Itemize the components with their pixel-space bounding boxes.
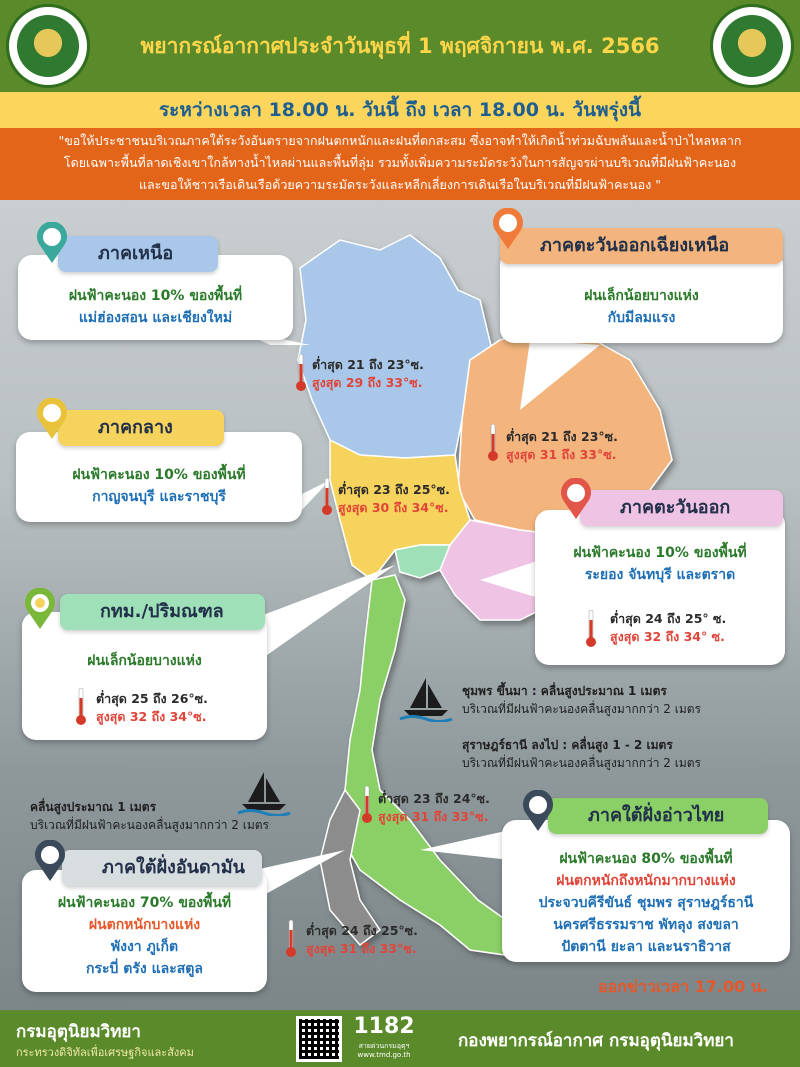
bangkok-temps xyxy=(96,690,208,726)
central-low-temp: ต่ำสุด 23 ถึง 25°ซ. xyxy=(338,482,450,497)
hotline-caption xyxy=(352,1042,416,1060)
north-low-temp: ต่ำสุด 21 ถึง 23°ซ. xyxy=(312,357,424,372)
north-condition: ฝนฟ้าคะนอง 10% ของพื้นที่ xyxy=(68,288,243,304)
andaman-temps xyxy=(306,922,418,958)
bangkok-low-temp: ต่ำสุด 25 ถึง 26°ซ. xyxy=(96,691,208,706)
northeast-condition: ฝนเล็กน้อยบางแห่ง xyxy=(584,288,699,304)
east-condition: ฝนฟ้าคะนอง 10% ของพื้นที่ xyxy=(573,545,747,561)
east-temps xyxy=(610,610,726,646)
northeast-high-temp: สูงสุด 31 ถึง 33°ซ. xyxy=(506,447,617,462)
gulf-north-sea xyxy=(462,682,701,718)
gulf-north-sea-detail: บริเวณที่มีฝนฟ้าคะนองคลื่นสูงมากกว่า 2 เมตร xyxy=(462,702,702,716)
south-gulf-title: ภาคใต้ฝั่งอ่าวไทย xyxy=(548,798,768,834)
hotline-number: 1182 xyxy=(353,1014,415,1039)
central-pin-icon xyxy=(34,398,70,440)
andaman-card xyxy=(22,870,267,992)
south-gulf-pin-icon xyxy=(520,790,556,832)
warning-line-2: โดยเฉพาะพื้นที่ลาดเชิงเขาใกล้ทางน้ำไหลผ่านและพื้นที่ลุ่ม รวมทั้งเพิ่มความระมัดระวังในการสัญจรผ่านบริเวณที่มีฝนฟ้าคะนอง xyxy=(63,155,737,170)
bangkok-condition: ฝนเล็กน้อยบางแห่ง xyxy=(87,653,202,669)
south-gulf-card xyxy=(502,820,790,962)
gulf-boat-icon xyxy=(398,676,454,722)
bangkok-pin-icon xyxy=(22,588,58,630)
ministry-logo xyxy=(6,4,90,88)
north-pin-icon xyxy=(34,222,70,264)
warning-line-1: "ขอให้ประชาชนบริเวณภาคใต้ระวังอันตรายจากฝนตกหนักและฝนที่ตกสะสม ซึ่งอาจทำให้เกิดน้ำท่วมฉับพลันและน้ำป่าไหลหลาก xyxy=(58,133,742,148)
east-thermometer-icon xyxy=(586,610,596,648)
northeast-pin-icon xyxy=(490,208,526,250)
forecast-period: ระหว่างเวลา 18.00 น. วันนี้ ถึง เวลา 18.00 น. วันพรุ่งนี้ xyxy=(0,92,800,128)
hotline-sub: สายด่วนกรมอุตุฯ xyxy=(358,1042,410,1050)
south-gulf-areas-3: ปัตตานี ยะลา และนราธิวาส xyxy=(561,939,731,955)
south-gulf-areas-2: นครศรีธรรมราช พัทลุง สงขลา xyxy=(553,917,739,933)
gulf-south-sea-title: สุราษฎร์ธานี ลงไป : คลื่นสูง 1 - 2 เมตร xyxy=(462,738,673,752)
north-thermometer-icon xyxy=(296,354,306,392)
footer-bar xyxy=(0,1010,800,1067)
northeast-temps xyxy=(506,428,618,464)
footer-division: กองพยากรณ์อากาศ กรมอุตุนิยมวิทยา xyxy=(458,1031,734,1051)
bangkok-high-temp: สูงสุด 32 ถึง 34°ซ. xyxy=(96,709,207,724)
qr-code-icon[interactable] xyxy=(296,1016,342,1062)
gulf-north-sea-title: ชุมพร ขึ้นมา : คลื่นสูงประมาณ 1 เมตร xyxy=(462,684,667,698)
website-link[interactable]: www.tmd.go.th xyxy=(357,1051,411,1059)
north-high-temp: สูงสุด 29 ถึง 33°ซ. xyxy=(312,375,423,390)
central-condition: ฝนฟ้าคะนอง 10% ของพื้นที่ xyxy=(72,467,246,483)
andaman-areas-1: พังงา ภูเก็ต xyxy=(110,939,179,955)
tmd-logo xyxy=(710,4,794,88)
south-gulf-low-temp: ต่ำสุด 23 ถึง 24°ซ. xyxy=(378,791,490,806)
andaman-high-temp: สูงสุด 31 ถึง 33°ซ. xyxy=(306,941,417,956)
east-low-temp: ต่ำสุด 24 ถึง 25° ซ. xyxy=(610,611,727,626)
warning-line-3: และขอให้ชาวเรือเดินเรือด้วยความระมัดระวังและหลีกเลี่ยงการเดินเรือในบริเวณที่มีฝนฟ้าคะนอง " xyxy=(138,177,662,192)
south-gulf-heavy: ฝนตกหนักถึงหนักมากบางแห่ง xyxy=(556,873,736,889)
south-gulf-temps xyxy=(378,790,490,826)
north-temps xyxy=(312,356,424,392)
central-title: ภาคกลาง xyxy=(58,410,224,446)
east-pin-icon xyxy=(558,478,594,520)
andaman-condition: ฝนฟ้าคะนอง 70% ของพื้นที่ xyxy=(57,895,232,911)
northeast-low-temp: ต่ำสุด 21 ถึง 23°ซ. xyxy=(506,429,618,444)
footer-org: กรมอุตุนิยมวิทยา xyxy=(16,1022,141,1042)
issued-time: ออกข่าวเวลา 17.00 น. xyxy=(598,977,768,996)
east-areas: ระยอง จันทบุรี และตราด xyxy=(584,567,736,583)
north-title: ภาคเหนือ xyxy=(58,236,218,272)
andaman-pin-icon xyxy=(32,840,68,882)
andaman-sea-title: คลื่นสูงประมาณ 1 เมตร xyxy=(30,800,157,814)
east-title: ภาคตะวันออก xyxy=(580,490,783,526)
gulf-south-sea xyxy=(462,736,701,772)
header-bar xyxy=(0,0,800,92)
bangkok-thermometer-icon xyxy=(76,688,86,726)
northeast-title: ภาคตะวันออกเฉียงเหนือ xyxy=(500,228,783,264)
page-title: พยากรณ์อากาศประจำวันพุธที่ 1 พฤศจิกายน พ.ศ. 2566 xyxy=(140,34,660,58)
andaman-thermometer-icon xyxy=(286,920,296,958)
gulf-south-sea-detail: บริเวณที่มีฝนฟ้าคะนองคลื่นสูงมากกว่า 2 เมตร xyxy=(462,756,702,770)
south-gulf-high-temp: สูงสุด 31 ถึง 33°ซ. xyxy=(378,809,489,824)
central-high-temp: สูงสุด 30 ถึง 34°ซ. xyxy=(338,500,449,515)
andaman-sea-detail: บริเวณที่มีฝนฟ้าคะนองคลื่นสูงมากกว่า 2 เมตร xyxy=(30,818,270,832)
andaman-heavy: ฝนตกหนักบางแห่ง xyxy=(88,917,201,933)
south-gulf-thermometer-icon xyxy=(362,786,372,824)
andaman-title: ภาคใต้ฝั่งอันดามัน xyxy=(62,850,262,886)
central-thermometer-icon xyxy=(322,478,332,516)
south-gulf-areas-1: ประจวบคีรีขันธ์ ชุมพร สุราษฎร์ธานี xyxy=(538,895,754,911)
bangkok-title: กทม./ปริมณฑล xyxy=(60,594,265,630)
warning-banner xyxy=(0,128,800,200)
central-areas: กาญจนบุรี และราชบุรี xyxy=(92,489,226,505)
andaman-sea xyxy=(30,798,269,834)
andaman-low-temp: ต่ำสุด 24 ถึง 25°ซ. xyxy=(306,923,418,938)
central-temps xyxy=(338,481,450,517)
south-gulf-condition: ฝนฟ้าคะนอง 80% ของพื้นที่ xyxy=(559,851,733,867)
northeast-thermometer-icon xyxy=(488,424,498,462)
footer-ministry: กระทรวงดิจิทัลเพื่อเศรษฐกิจและสังคม xyxy=(16,1046,194,1059)
east-high-temp: สูงสุด 32 ถึง 34° ซ. xyxy=(610,629,725,644)
northeast-detail: กับมีลมแรง xyxy=(607,310,676,326)
andaman-areas-2: กระบี่ ตรัง และสตูล xyxy=(86,961,203,977)
north-areas: แม่ฮ่องสอน และเชียงใหม่ xyxy=(78,310,233,326)
